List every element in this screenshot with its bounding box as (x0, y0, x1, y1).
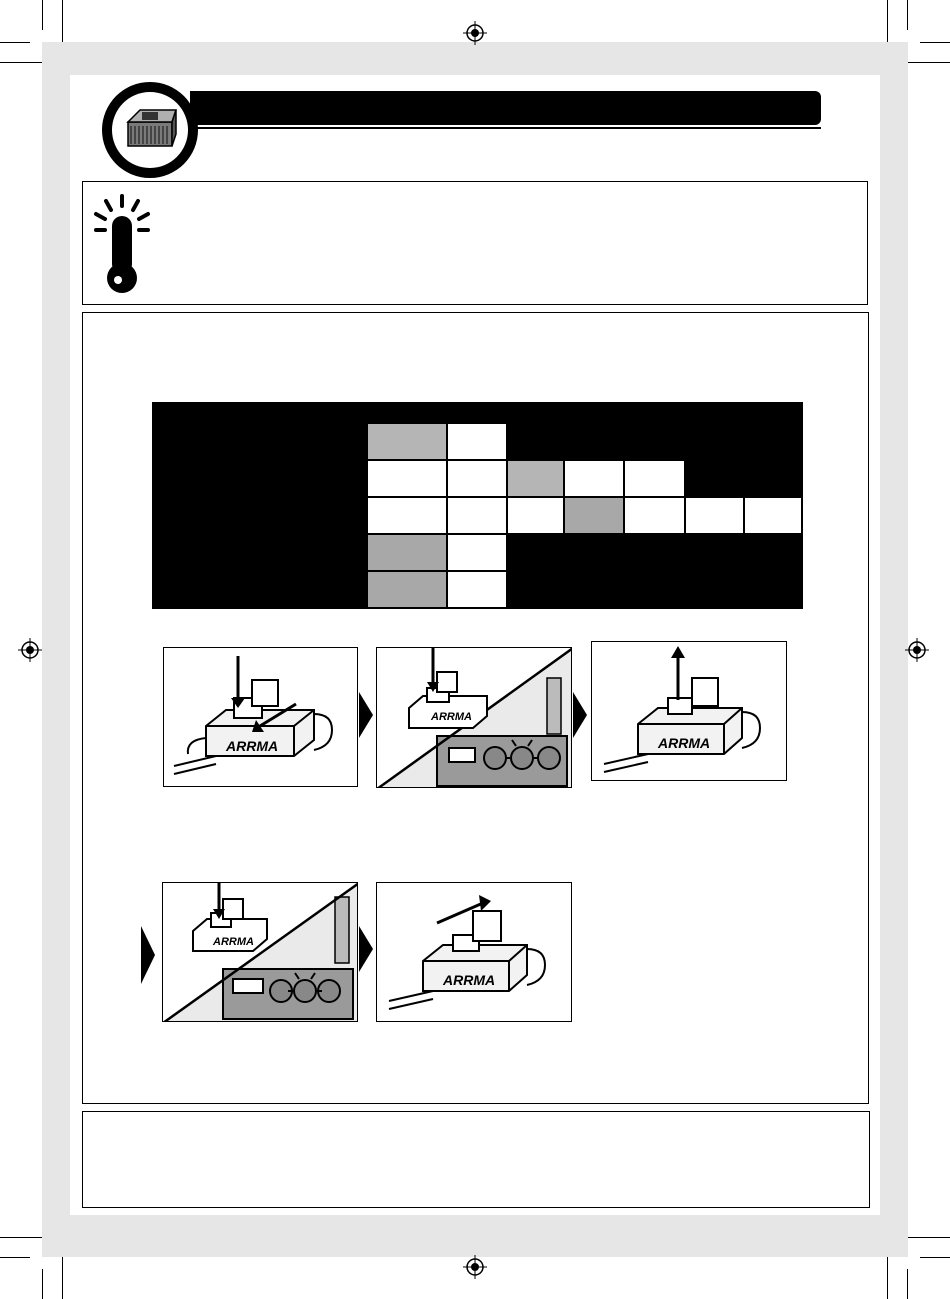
row-number-cell (153, 423, 183, 460)
registration-mark-icon (463, 1255, 487, 1279)
table-row (153, 460, 802, 497)
step-5-panel (376, 882, 572, 1022)
value-cell (507, 497, 564, 534)
crop-mark (908, 1237, 950, 1238)
header-cell (564, 403, 624, 423)
crop-mark (887, 1257, 888, 1299)
header-cell (447, 403, 507, 423)
table-row (153, 534, 802, 571)
warning-box (82, 181, 868, 305)
press-button-led-flash-icon (163, 883, 358, 1022)
header-cell (183, 403, 367, 423)
value-cell (564, 423, 624, 460)
brand-logo: ARRMA (213, 936, 254, 948)
brand-logo: ARRMA (443, 972, 496, 988)
thermometer-heat-icon (92, 192, 154, 296)
step-2-panel (376, 647, 572, 788)
value-cell (447, 423, 507, 460)
brand-logo: ARRMA (431, 711, 472, 723)
crop-mark (0, 62, 42, 63)
registration-mark-icon (905, 638, 929, 662)
header-cell (624, 403, 685, 423)
value-cell (447, 460, 507, 497)
step-3-panel (591, 641, 787, 781)
value-cell (744, 571, 802, 608)
value-cell (564, 571, 624, 608)
release-button-icon (592, 642, 787, 781)
default-value-cell (564, 497, 624, 534)
value-cell (744, 460, 802, 497)
step-1-panel (163, 647, 358, 787)
crop-mark (907, 1269, 908, 1299)
section-header-bar (190, 91, 821, 125)
value-cell (564, 534, 624, 571)
setting-name-cell (183, 460, 367, 497)
header-cell (367, 403, 447, 423)
value-cell (744, 534, 802, 571)
value-cell (564, 460, 624, 497)
header-cell (153, 403, 183, 423)
value-cell (685, 423, 744, 460)
row-number-cell (153, 460, 183, 497)
value-cell (685, 460, 744, 497)
header-cell (685, 403, 744, 423)
table-row (153, 497, 802, 534)
footer-note-box (82, 1111, 870, 1208)
table-header-row (153, 403, 802, 423)
value-cell (685, 534, 744, 571)
value-cell (507, 571, 564, 608)
value-cell (447, 571, 507, 608)
press-button-led-flash-icon (377, 648, 572, 788)
crop-mark (42, 1269, 43, 1299)
header-cell (744, 403, 802, 423)
value-cell (744, 423, 802, 460)
default-value-cell (367, 571, 447, 608)
value-cell (685, 497, 744, 534)
slide-switch-on-icon (377, 883, 572, 1022)
crop-mark (42, 0, 43, 30)
next-step-arrow-icon (141, 926, 155, 984)
crop-mark (908, 62, 950, 63)
value-cell (624, 534, 685, 571)
next-step-arrow-icon (359, 926, 373, 972)
value-cell (624, 423, 685, 460)
value-cell (447, 497, 507, 534)
value-cell (507, 534, 564, 571)
crop-mark (62, 1257, 63, 1299)
brand-logo: ARRMA (658, 735, 711, 751)
crop-mark (0, 42, 30, 43)
section-emblem (102, 82, 198, 178)
next-step-arrow-icon (359, 692, 373, 738)
header-underline (190, 127, 821, 129)
settings-table (152, 402, 803, 609)
next-step-arrow-icon (573, 692, 587, 738)
registration-mark-icon (463, 21, 487, 45)
value-cell (367, 460, 447, 497)
press-and-slide-switch-icon (164, 648, 358, 787)
registration-mark-icon (18, 638, 42, 662)
setting-name-cell (183, 497, 367, 534)
default-value-cell (367, 534, 447, 571)
default-value-cell (507, 460, 564, 497)
step-4-panel (162, 882, 358, 1022)
setting-name-cell (183, 571, 367, 608)
esc-unit-icon (112, 92, 188, 168)
value-cell (624, 497, 685, 534)
value-cell (624, 571, 685, 608)
brand-logo: ARRMA (226, 738, 279, 754)
value-cell (744, 497, 802, 534)
header-cell (507, 403, 564, 423)
value-cell (624, 460, 685, 497)
row-number-cell (153, 534, 183, 571)
table-row (153, 571, 802, 608)
row-number-cell (153, 571, 183, 608)
crop-mark (0, 1237, 42, 1238)
table-row (153, 423, 802, 460)
crop-mark (62, 0, 63, 42)
crop-mark (920, 42, 950, 43)
value-cell (447, 534, 507, 571)
row-number-cell (153, 497, 183, 534)
setting-name-cell (183, 423, 367, 460)
crop-mark (0, 1257, 30, 1258)
default-value-cell (367, 423, 447, 460)
crop-mark (920, 1257, 950, 1258)
value-cell (367, 497, 447, 534)
value-cell (685, 571, 744, 608)
crop-mark (907, 0, 908, 30)
setting-name-cell (183, 534, 367, 571)
crop-mark (887, 0, 888, 42)
value-cell (507, 423, 564, 460)
